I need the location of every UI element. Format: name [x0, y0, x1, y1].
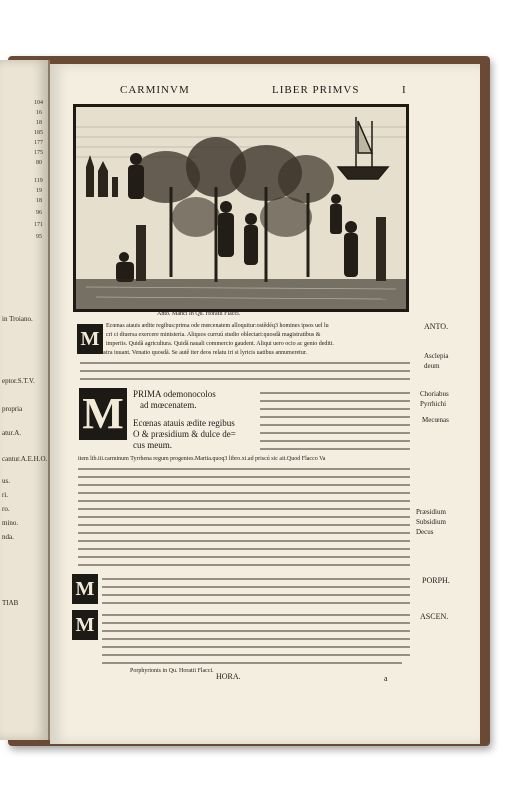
- text-line: [80, 370, 410, 372]
- text-line: [260, 400, 410, 402]
- text-line: [78, 564, 410, 566]
- text-line: [78, 468, 410, 470]
- margin-note: Mecœnas: [422, 416, 449, 424]
- text-line: [102, 638, 410, 640]
- decorated-initial-large: M: [79, 388, 127, 440]
- text-line: [102, 614, 410, 616]
- left-page-number: 104: [34, 100, 43, 106]
- commentary-line: cri ci diuersa exercere ministeria. Aliquos curruú studio oblectari:quosdã magistratibus &: [106, 332, 321, 338]
- text-line: [78, 532, 410, 534]
- left-page-text: mino.: [2, 519, 19, 527]
- text-line: [78, 516, 410, 518]
- margin-note: ANTO.: [424, 322, 449, 331]
- margin-note: Præsidium: [416, 508, 446, 516]
- left-page-number: 96: [36, 210, 42, 216]
- text-line: [102, 654, 410, 656]
- margin-note: Subsidium: [416, 518, 446, 526]
- section-heading: PRIMA odemonocolos: [133, 389, 216, 399]
- margin-note: Pyrrhichi: [420, 400, 447, 408]
- commentary-line: imperiis. Quidã agricultura. Quidã nauali commercio gaudent. Aliqui uero ocio ac genio dediti.: [106, 341, 334, 347]
- left-page-number: 18: [36, 120, 42, 126]
- text-line: [102, 662, 402, 664]
- catchword: HORA.: [216, 672, 241, 681]
- text-line: [260, 424, 410, 426]
- text-line: [78, 540, 410, 542]
- commentary-line: Multos castra iuuant. Venatio quosdã. Se autê iter deos relatu iri si lyricis uatibus annumeretur.: [80, 350, 308, 356]
- margin-note: ASCEN.: [420, 612, 449, 621]
- text-line: [102, 602, 410, 604]
- text-line: [78, 508, 410, 510]
- left-page-text: cantur.A.E.H.O.: [2, 455, 48, 463]
- woodcut-caption: Anto. Manci In Qu. Horatii Flacci.: [157, 311, 241, 317]
- text-line: [102, 622, 410, 624]
- left-page-text: propria: [2, 405, 23, 413]
- porphyrion-heading: Porphyrionis in Qu. Horatii Flacci.: [130, 668, 214, 674]
- section-heading: ad mœcenatem.: [140, 400, 197, 410]
- text-line: [102, 630, 410, 632]
- folio-number: I: [402, 84, 407, 96]
- left-page-number: 18: [36, 198, 42, 204]
- text-line: [78, 484, 410, 486]
- left-page-number: 80: [36, 160, 42, 166]
- commentary-line: Ecœnas atauis ædite regibus:prima ode mœcenatem alloquitur:ostêdéq3 homines ipsos uel lu: [106, 323, 329, 329]
- verse-line: O & præsidium & dulce de=: [133, 429, 236, 439]
- text-line: [78, 500, 410, 502]
- left-page-number: 175: [34, 150, 43, 156]
- signature-mark: a: [384, 674, 388, 683]
- left-page-number: 119: [34, 178, 43, 184]
- text-line: [260, 432, 410, 434]
- text-line: [260, 440, 410, 442]
- text-line: [260, 408, 410, 410]
- verse-line: cus meum.: [133, 440, 172, 450]
- left-page-text: eptor.S.T.V.: [2, 377, 35, 385]
- text-line: [78, 476, 410, 478]
- running-head-right: LIBER PRIMVS: [272, 84, 360, 96]
- woodcut-scene-icon: [76, 107, 406, 309]
- woodcut-illustration: [73, 104, 409, 312]
- margin-note: deum: [424, 362, 440, 370]
- decorated-initial-small: M: [77, 324, 103, 354]
- text-line: [260, 416, 410, 418]
- commentary-line: item lib.iii.carminum Tyrrhena regum progenies.Martia.quoq3 libro.xi.ad priscú sic ait.Quod Flacco Va: [78, 456, 326, 462]
- text-line: [80, 378, 410, 380]
- margin-note: Choriabus: [420, 390, 449, 398]
- text-line: [78, 548, 410, 550]
- left-page-number: 95: [36, 234, 42, 240]
- verse-line: Ecœnas atauis ædite regibus: [133, 418, 235, 428]
- margin-note: Asclepia: [424, 352, 449, 360]
- text-line: [78, 524, 410, 526]
- text-line: [102, 594, 410, 596]
- margin-note: PORPH.: [422, 576, 450, 585]
- text-line: [260, 448, 410, 450]
- left-page-text: us.: [2, 477, 10, 485]
- running-head-left: CARMINVM: [120, 84, 190, 96]
- text-line: [102, 578, 410, 580]
- text-line: [102, 646, 410, 648]
- decorated-initial-small: M: [72, 610, 98, 640]
- left-page-text: ri.: [2, 491, 9, 499]
- left-page-text: nda.: [2, 533, 14, 541]
- left-page-number: 185: [34, 130, 43, 136]
- text-line: [80, 362, 410, 364]
- left-page: [0, 60, 50, 740]
- text-line: [102, 586, 410, 588]
- left-page-number: 16: [36, 110, 42, 116]
- left-page-number: 19: [36, 188, 42, 194]
- text-line: [260, 392, 410, 394]
- left-page-text: ro.: [2, 505, 10, 513]
- left-page-text: in Troiano.: [2, 315, 33, 323]
- text-line: [78, 492, 410, 494]
- left-page-number: 177: [34, 140, 43, 146]
- text-line: [78, 556, 410, 558]
- left-page-text: atur.A.: [2, 429, 22, 437]
- decorated-initial-small: M: [72, 574, 98, 604]
- left-page-text: TIAB: [2, 599, 19, 607]
- left-page-number: 171: [34, 222, 43, 228]
- margin-note: Decus: [416, 528, 434, 536]
